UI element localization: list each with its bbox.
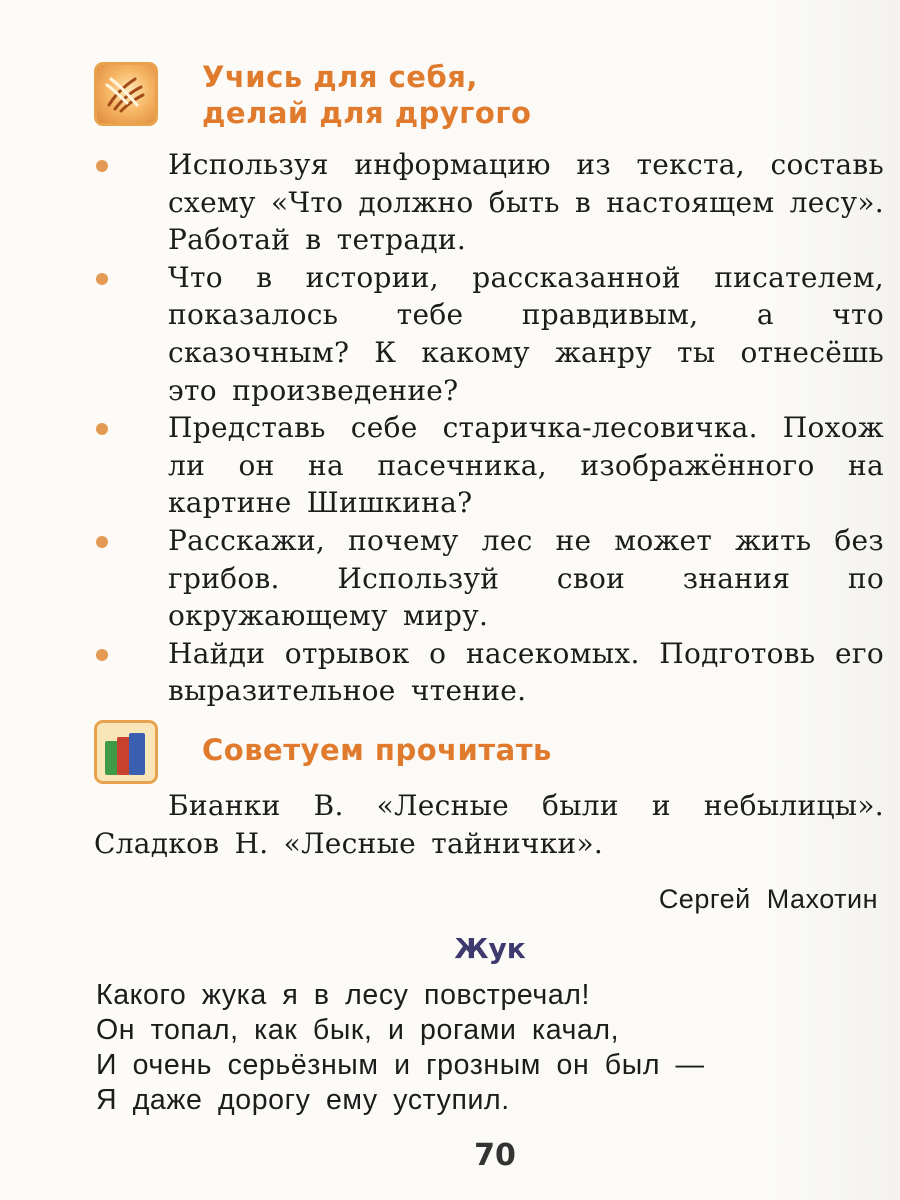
books-icon (94, 720, 158, 784)
bullet-icon (96, 273, 108, 285)
list-item (94, 635, 884, 710)
bullet-icon (96, 649, 108, 661)
poem-line: Какого жука я в лесу повстречал! (96, 979, 591, 1011)
list-item (94, 259, 884, 409)
list-item (94, 146, 884, 259)
poem-body (96, 978, 705, 1118)
task-text: Представь себе старичка-лесовичка. Похож ли он на пасечника, изображённого на картине Шишкина? (168, 411, 884, 520)
task-text: Расскажи, почему лес не может жить без грибов. Используй свои знания по окружающему миру. (168, 523, 884, 633)
section-read-header (94, 720, 552, 784)
task-text: Найди отрывок о насекомых. Подготовь его выразительное чтение. (168, 636, 884, 708)
bullet-icon (96, 536, 108, 548)
section-learn-title-line: Учись для себя, (202, 60, 478, 94)
recommend-text: Бианки В. «Лесные были и небылицы». Сладков Н. «Лесные тайнички». (94, 789, 884, 860)
page-number: 70 (474, 1138, 516, 1173)
poem-title: Жук (454, 932, 526, 965)
poem-line: И очень серьёзным и грозным он был — (96, 1049, 705, 1081)
task-list (94, 146, 884, 710)
hands-icon (94, 62, 158, 126)
section-learn-title-line: делай для другого (202, 96, 532, 130)
poem-line: Он топал, как бык, и рогами качал, (96, 1014, 620, 1046)
bullet-icon (96, 423, 108, 435)
list-item (94, 522, 884, 635)
list-item (94, 409, 884, 522)
section-learn-title (202, 59, 531, 131)
section-read-title: Советуем прочитать (202, 733, 552, 767)
task-text: Что в истории, рассказанной писателем, показалось тебе правдивым, а что сказочным? К какому жанру ты отнесёшь это произведение? (168, 260, 884, 407)
poem-author: Сергей Махотин (658, 884, 878, 914)
section-learn-header (94, 62, 531, 131)
task-text: Используя информацию из текста, составь схему «Что должно быть в настоящем лесу». Работай в тетради. (168, 148, 884, 257)
bullet-icon (96, 160, 108, 172)
poem-line: Я даже дорогу ему уступил. (96, 1084, 510, 1116)
